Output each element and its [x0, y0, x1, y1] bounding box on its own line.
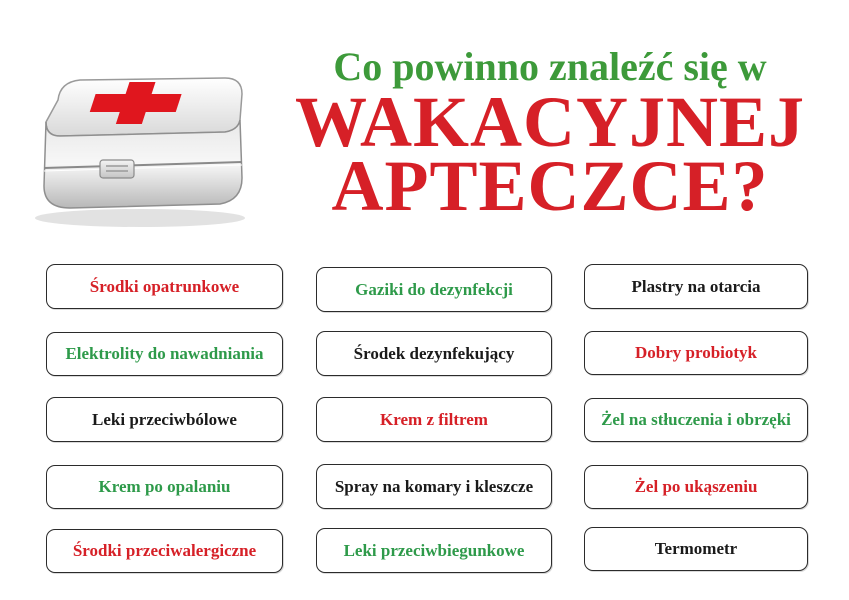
list-item: Leki przeciwbiegunkowe — [316, 528, 552, 573]
title-line-3: APTECZCE? — [331, 146, 769, 226]
list-item: Żel na stłuczenia i obrzęki — [584, 398, 808, 442]
list-item: Krem po opalaniu — [46, 465, 283, 509]
list-item: Leki przeciwbólowe — [46, 397, 283, 442]
title-line-1: Co powinno znaleźć się w — [333, 44, 767, 89]
list-item: Środki opatrunkowe — [46, 264, 283, 309]
list-item: Termometr — [584, 527, 808, 571]
list-item: Gaziki do dezynfekcji — [316, 267, 552, 312]
list-item: Krem z filtrem — [316, 397, 552, 442]
title-line-2: WAKACYJNEJ — [294, 82, 806, 162]
list-item: Spray na komary i kleszcze — [316, 464, 552, 509]
list-item: Plastry na otarcia — [584, 264, 808, 309]
list-item: Dobry probiotyk — [584, 331, 808, 375]
list-item: Środek dezynfekujący — [316, 331, 552, 376]
list-item: Środki przeciwalergiczne — [46, 529, 283, 573]
list-item: Elektrolity do nawadniania — [46, 332, 283, 376]
list-item: Żel po ukąszeniu — [584, 465, 808, 509]
